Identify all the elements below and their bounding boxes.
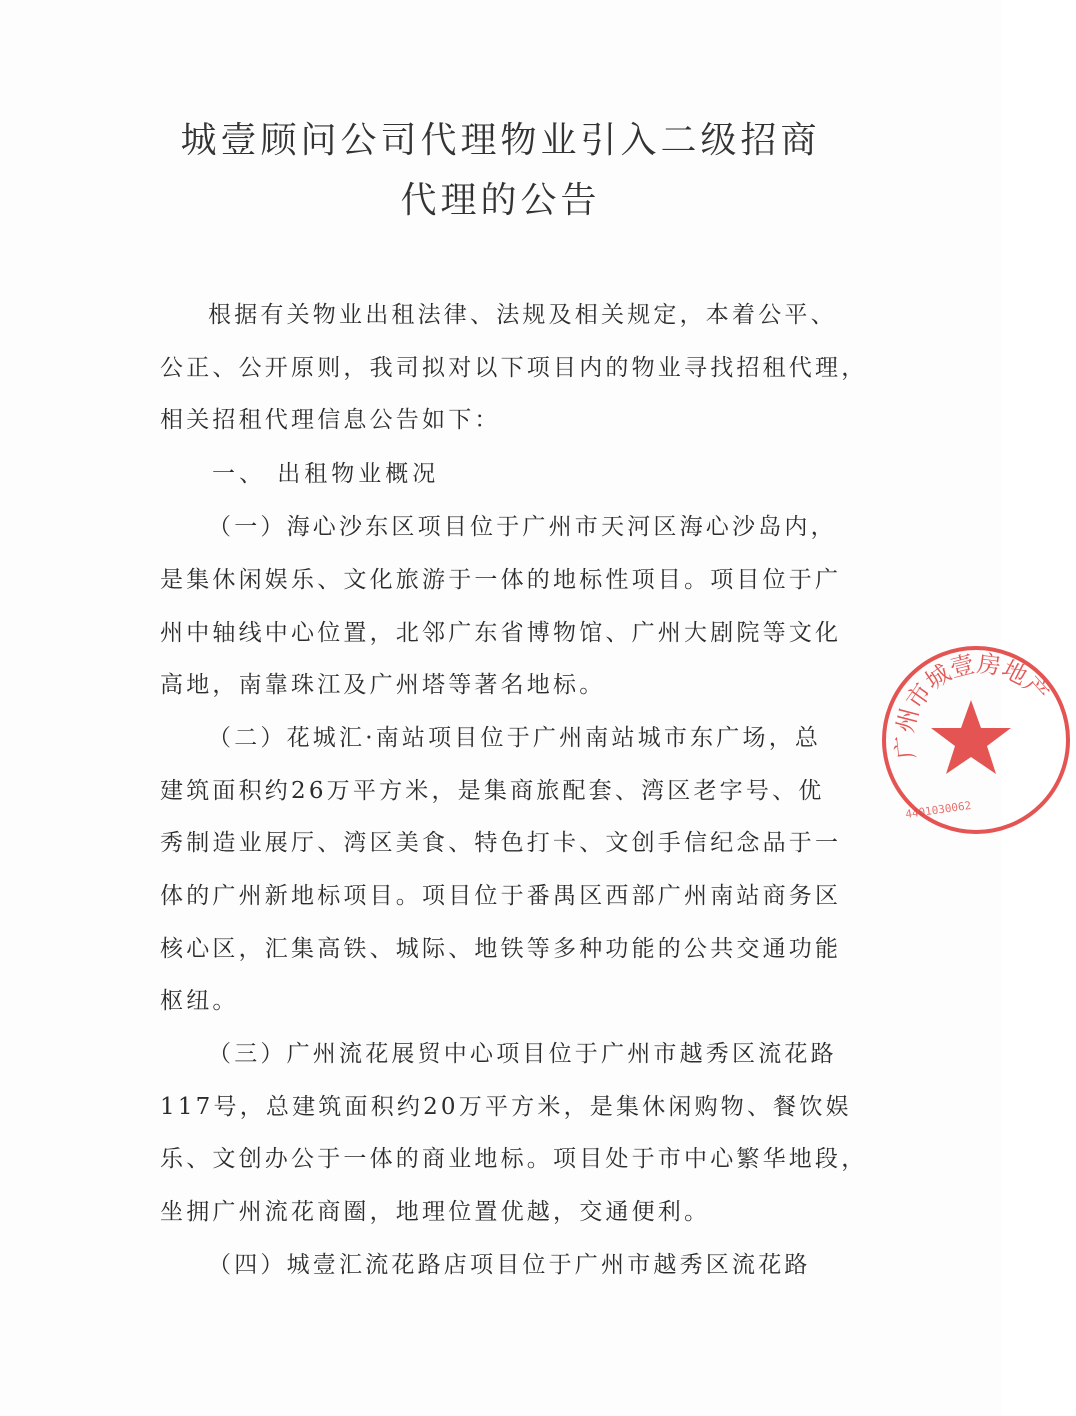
intro-line: 公正、公开原则，我司拟对以下项目内的物业寻找招租代理， bbox=[160, 355, 868, 381]
paragraph-line: （一）海心沙东区项目位于广州市天河区海心沙岛内， bbox=[208, 514, 837, 540]
document-title-line-2: 代理的公告 bbox=[400, 180, 601, 221]
seal-star-icon bbox=[931, 700, 1011, 774]
intro-line: 根据有关物业出租法律、法规及相关规定，本着公平、 bbox=[208, 302, 837, 328]
paragraph-line: 117号，总建筑面积约20万平方米，是集休闲购物、餐饮娱 bbox=[160, 1094, 852, 1120]
paragraph-line: 州中轴线中心位置，北邻广东省博物馆、广州大剧院等文化 bbox=[160, 620, 842, 646]
paragraph-line: 乐、文创办公于一体的商业地标。项目处于市中心繁华地段， bbox=[160, 1146, 868, 1172]
paragraph-line: 建筑面积约26万平方米，是集商旅配套、湾区老字号、优 bbox=[160, 778, 825, 804]
paragraph-line: （四）城壹汇流花路店项目位于广州市越秀区流花路 bbox=[208, 1252, 811, 1278]
seal-text: 广州市城壹房地产 bbox=[890, 649, 1055, 761]
paragraph-line: 核心区，汇集高铁、城际、地铁等多种功能的公共交通功能 bbox=[160, 936, 842, 962]
paragraph-line: 枢纽。 bbox=[160, 988, 239, 1014]
section-heading: 一、 出租物业概况 bbox=[212, 461, 440, 487]
paragraph-line: 高地，南靠珠江及广州塔等著名地标。 bbox=[160, 672, 606, 698]
paragraph-line: （二）花城汇·南站项目位于广州南站城市东广场，总 bbox=[208, 725, 822, 751]
seal-number: 4401030062 bbox=[904, 798, 973, 821]
document-title-line-1: 城壹顾问公司代理物业引入二级招商 bbox=[180, 120, 821, 161]
paragraph-line: 秀制造业展厅、湾区美食、特色打卡、文创手信纪念品于一 bbox=[160, 830, 842, 856]
intro-line: 相关招租代理信息公告如下： bbox=[160, 407, 501, 433]
paragraph-line: 坐拥广州流花商圈，地理位置优越，交通便利。 bbox=[160, 1199, 711, 1225]
company-seal bbox=[876, 640, 1076, 840]
paragraph-line: 体的广州新地标项目。项目位于番禺区西部广州南站商务区 bbox=[160, 883, 842, 909]
paragraph-line: 是集休闲娱乐、文化旅游于一体的地标性项目。项目位于广 bbox=[160, 567, 842, 593]
paragraph-line: （三）广州流花展贸中心项目位于广州市越秀区流花路 bbox=[208, 1041, 837, 1067]
